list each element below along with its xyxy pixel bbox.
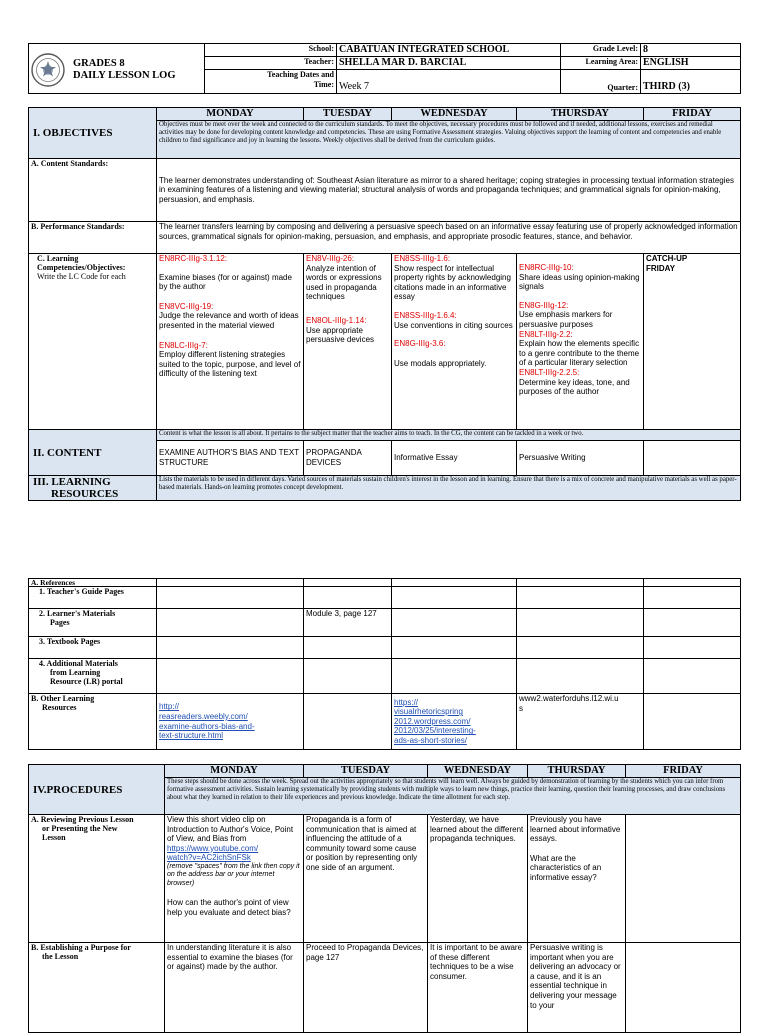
proc-b-tuesday: Proceed to Propaganda Devices, page 127 xyxy=(304,943,428,1033)
proc-day-friday: FRIDAY xyxy=(626,765,741,778)
day-wednesday: WEDNESDAY xyxy=(392,108,517,121)
deped-seal-icon xyxy=(31,53,65,87)
proc-a-thursday: Previously you have learned about informative essays. What are the characteristics of an informative essay? xyxy=(528,815,626,943)
competencies-wednesday: EN8SS-IIIg-1.6: Show respect for intellectual property rights by acknowledging citations made in an informative essay EN8SS-IIIg-1.6.4: Use conventions in citing sources EN8G-IIIg-3.6: Use modals appropriately. xyxy=(392,254,517,430)
resource-thursday: www2.waterforduhs.l12.wi.u s xyxy=(517,694,644,750)
proc-b-wednesday: It is important to be aware of these different techniques to be a wise consumer. xyxy=(428,943,528,1033)
content-monday: EXAMINE AUTHOR'S BIAS AND TEXT STRUCTURE xyxy=(157,441,304,476)
proc-day-thursday: THURSDAY xyxy=(528,765,626,778)
school-value: CABATUAN INTEGRATED SCHOOL xyxy=(337,44,561,57)
teacher-value: SHELLA MAR D. BARCIAL xyxy=(337,57,561,70)
textbook-pages-label: 3. Textbook Pages xyxy=(29,637,157,659)
dates-value: Week 7 xyxy=(337,70,561,94)
quarter-label: Quarter: xyxy=(561,70,641,94)
header-title-cell xyxy=(29,44,205,94)
area-label: Learning Area: xyxy=(561,57,641,70)
content-wednesday: Informative Essay xyxy=(392,441,517,476)
resources-note: Lists the materials to be used in different days. Varied sources of materials sustain children's interest in the lesson and in learning. Ensure that there is a mix of concrete and manipulative materials as well as paper-based materials. Hands-on learning promotes concept development. xyxy=(157,476,741,501)
content-note: Content is what the lesson is all about. It pertains to the subject matter that the teacher aims to teach. In the CG, the content can be tackled in a week or two. xyxy=(157,430,741,441)
proc-day-monday: MONDAY xyxy=(165,765,304,778)
competencies-thursday: EN8RC-IIIg-10: Share ideas using opinion-making signals EN8G-IIIg-12: Use emphasis markers for persuasive purposes EN8LT-IIIg-2.2: Explain how the elements specific to a genre contribute to the theme of a particular literary selection EN8LT-IIIg-2.2.5: Determine key ideas, tone, and purposes of the author xyxy=(517,254,644,430)
proc-a-label: A. Reviewing Previous Lesson or Presenting the New Lesson xyxy=(29,815,165,943)
header-table xyxy=(28,43,741,94)
content-standards-text: The learner demonstrates understanding of: Southeast Asian literature as mirror to a shared heritage; coping strategies in processing textual information strategies in examining features of a listening and viewing material; structural analysis of words and propaganda techniques; and grammatical signals for opinion-making, persuasion, and emphasis. xyxy=(157,159,741,222)
area-value: ENGLISH xyxy=(641,57,741,70)
resource-link-monday[interactable]: http:// reasreaders.weebly.com/ examine-authors-bias-and- text-structure.html xyxy=(159,702,255,741)
proc-a-monday: View this short video clip on Introduction to Author's Voice, Point of View, and Bias from https://www.youtube.com/ watch?v=AC2ichSnFSk (remove "spaces" from the link then copy it on the address bar or your internet browser) How can the author's point of view help you evaluate and detect bias? xyxy=(165,815,304,943)
competencies-friday: CATCH-UP FRIDAY xyxy=(644,254,741,430)
performance-standards-text: The learner transfers learning by composing and delivering a persuasive speech based on an informative essay featuring use of properly acknowledged information sources, grammatical signals for opinion-making, persuasion, and emphasis, and appropriate prosodic features, stance, and behavior. xyxy=(157,222,741,254)
tg-pages-label: 1. Teacher's Guide Pages xyxy=(29,587,157,609)
proc-a-wednesday: Yesterday, we have learned about the different propaganda techniques. xyxy=(428,815,528,943)
proc-a-tuesday: Propaganda is a form of communication that is aimed at influencing the attitude of a community toward some cause or position by representing only one side of an argument. xyxy=(304,815,428,943)
day-monday: MONDAY xyxy=(157,108,304,121)
lm-pages-tuesday: Module 3, page 127 xyxy=(304,609,392,637)
title-line1: GRADES 8 xyxy=(73,57,125,69)
resource-link-wednesday[interactable]: https:// visualrhetoricspring 2012.wordpress.com/ 2012/03/25/interesting- ads-as-short-stories/ xyxy=(394,697,476,745)
proc-b-label: B. Establishing a Purpose for the Lesson xyxy=(29,943,165,1033)
proc-b-monday: In understanding literature it is also essential to examine the biases (for or against) made by the author. xyxy=(165,943,304,1033)
references-table xyxy=(28,578,741,750)
grade-label: Grade Level: xyxy=(561,44,641,57)
content-thursday: Persuasive Writing xyxy=(517,441,644,476)
day-friday: FRIDAY xyxy=(644,108,741,121)
additional-materials-label: 4. Additional Materials from Learning Resource (LR) portal xyxy=(29,659,157,694)
objectives-note: Objectives must be meet over the week and connected to the curriculum standards. To meet the objectives, necessary procedures must be followed and if needed, additional lessons, exercises and remedial activities may be done for developing content knowledge and competencies. These are using Formative Assessment strategies. Valuing objectives support the learning of content and competencies and enable children to find significance and joy in learning the lessons. Weekly objectives shall be derived from the curriculum guides. xyxy=(157,121,741,159)
proc-b-thursday: Persuasive writing is important when you are delivering an advocacy or a cause, and it is an essential technique in delivering your message to your xyxy=(528,943,626,1033)
resources-title: III. LEARNING RESOURCES xyxy=(29,476,157,501)
teacher-label: Teacher: xyxy=(205,57,337,70)
content-standards-label: A. Content Standards: xyxy=(29,159,157,222)
grade-value: 8 xyxy=(641,44,741,57)
day-thursday: THURSDAY xyxy=(517,108,644,121)
procedures-note: These steps should be done across the week. Spread out the activities appropriately so that students will learn well. Always be guided by demonstration of learning by the students which you can infer from formative assessment activities. Sustain learning systematically by providing students with multiple ways to learn new things, practice their learning, question their learning processes, and draw conclusions about what they learned in relation to their life experiences and previous knowledge. Indicate the time allotment for each step. xyxy=(165,778,741,815)
dates-label: Teaching Dates and Time: xyxy=(205,70,337,94)
competencies-label: C. Learning Competencies/Objectives: Write the LC Code for each xyxy=(29,254,157,430)
procedures-table xyxy=(28,764,741,1033)
objectives-title: I. OBJECTIVES xyxy=(29,108,157,159)
video-link[interactable]: https://www.youtube.com/ watch?v=AC2ichSnFSk xyxy=(167,843,259,863)
references-label: A. References xyxy=(29,579,157,587)
procedures-title: IV.PROCEDURES xyxy=(29,765,165,815)
title-line2: DAILY LESSON LOG xyxy=(73,70,176,81)
performance-standards-label: B. Performance Standards: xyxy=(29,222,157,254)
objectives-table xyxy=(28,107,741,501)
other-resources-label: B. Other Learning Resources xyxy=(29,694,157,750)
day-tuesday: TUESDAY xyxy=(304,108,392,121)
proc-day-wednesday: WEDNESDAY xyxy=(428,765,528,778)
competencies-tuesday: EN8V-IIIg-26: Analyze intention of words or expressions used in propaganda techniques EN8OL-IIIg-1.14: Use appropriate persuasive devices xyxy=(304,254,392,430)
quarter-value: THIRD (3) xyxy=(641,70,741,94)
proc-day-tuesday: TUESDAY xyxy=(304,765,428,778)
lm-pages-label: 2. Learner's Materials Pages xyxy=(29,609,157,637)
content-friday xyxy=(644,441,741,476)
content-tuesday: PROPAGANDA DEVICES xyxy=(304,441,392,476)
school-label: School: xyxy=(205,44,337,57)
competencies-monday: EN8RC-IIIg-3.1.12: Examine biases (for or against) made by the author EN8VC-IIIg-19: Judge the relevance and worth of ideas presented in the material viewed EN8LC-IIIg-7: Employ different listening strategies suited to the topic, purpose, and level of difficulty of the listening text xyxy=(157,254,304,430)
content-title: II. CONTENT xyxy=(29,430,157,476)
